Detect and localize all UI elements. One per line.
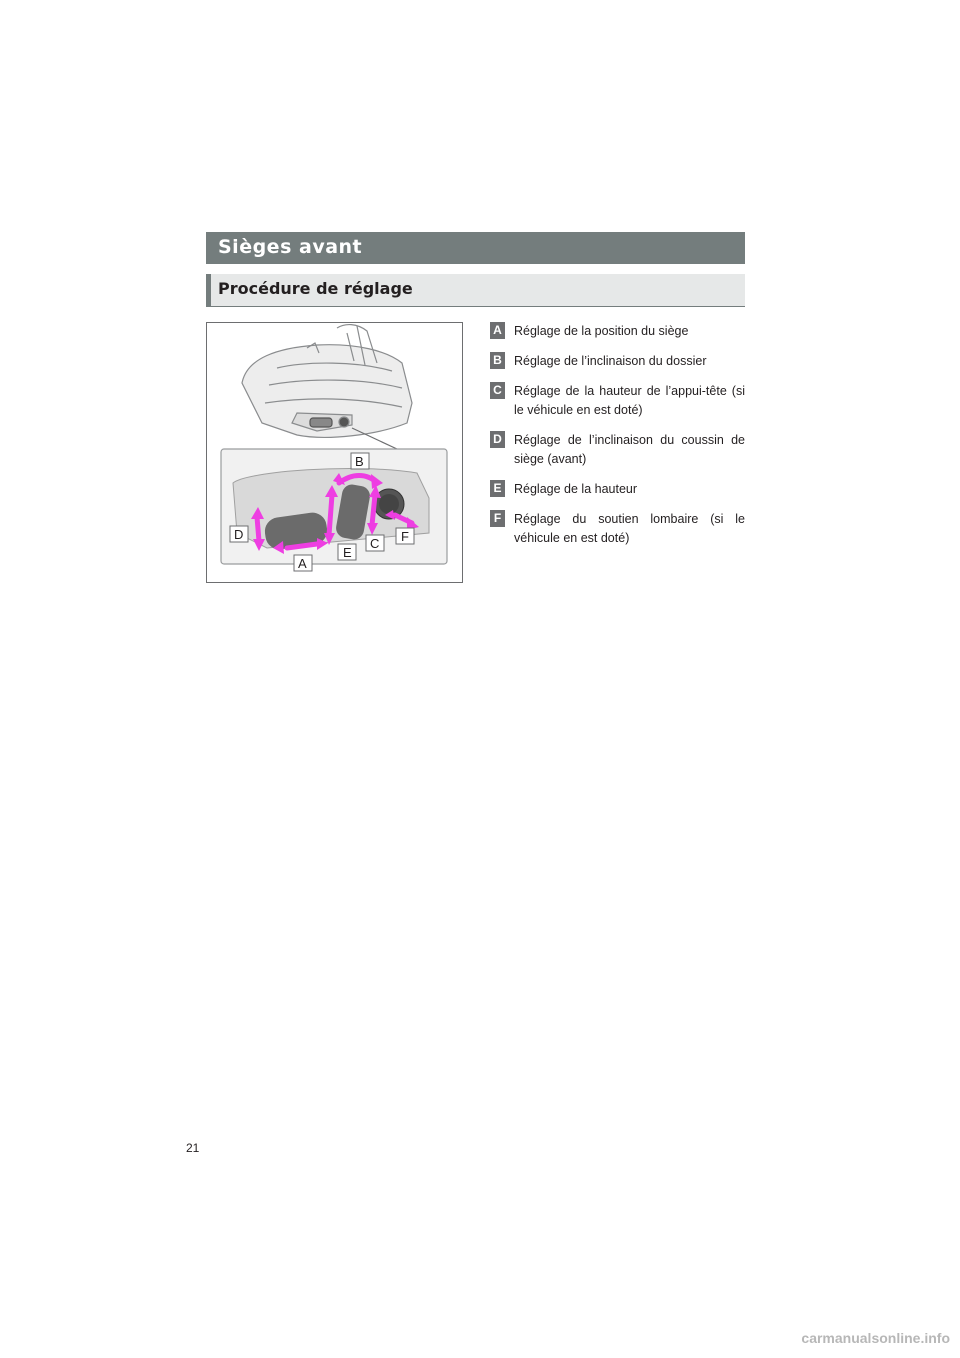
item-text: Réglage de l’inclinaison du dossier [514, 354, 707, 368]
item-badge: B [490, 352, 505, 369]
list-item [490, 382, 745, 420]
callout-e: E [343, 545, 352, 560]
item-badge: A [490, 322, 505, 339]
callout-d: D [234, 527, 244, 542]
seat-illustration-svg [207, 323, 462, 582]
section-title-bar [206, 232, 745, 264]
list-item [490, 322, 745, 341]
callout-c: C [370, 536, 380, 551]
callout-f: F [401, 529, 409, 544]
seat-drawing [242, 325, 412, 449]
item-badge: E [490, 480, 505, 497]
item-badge: F [490, 510, 505, 527]
item-text: Réglage du soutien lombaire (si le véhicule en est doté) [514, 512, 745, 545]
list-item [490, 431, 745, 469]
watermark: carmanualsonline.info [801, 1330, 950, 1346]
subsection-title: Procédure de réglage [218, 279, 413, 298]
item-text: Réglage de la hauteur [514, 482, 638, 496]
item-badge: C [490, 382, 505, 399]
adjustment-list [490, 322, 745, 559]
list-item [490, 352, 745, 371]
list-item [490, 510, 745, 548]
section-title: Sièges avant [218, 236, 363, 258]
seat-controls-illustration [206, 322, 463, 583]
item-text: Réglage de l’inclinaison du coussin de siège (avant) [514, 433, 745, 466]
item-text: Réglage de la position du siège [514, 324, 689, 338]
callout-b: B [355, 454, 364, 469]
zoom-panel [221, 449, 447, 564]
subsection-accent [206, 274, 211, 307]
callout-a: A [298, 556, 307, 571]
page-number: 21 [186, 1141, 200, 1155]
item-badge: D [490, 431, 505, 448]
subsection-title-bar [206, 274, 745, 307]
list-item [490, 480, 745, 499]
item-text: Réglage de la hauteur de l’appui-tête (si le véhicule en est doté) [514, 384, 745, 417]
